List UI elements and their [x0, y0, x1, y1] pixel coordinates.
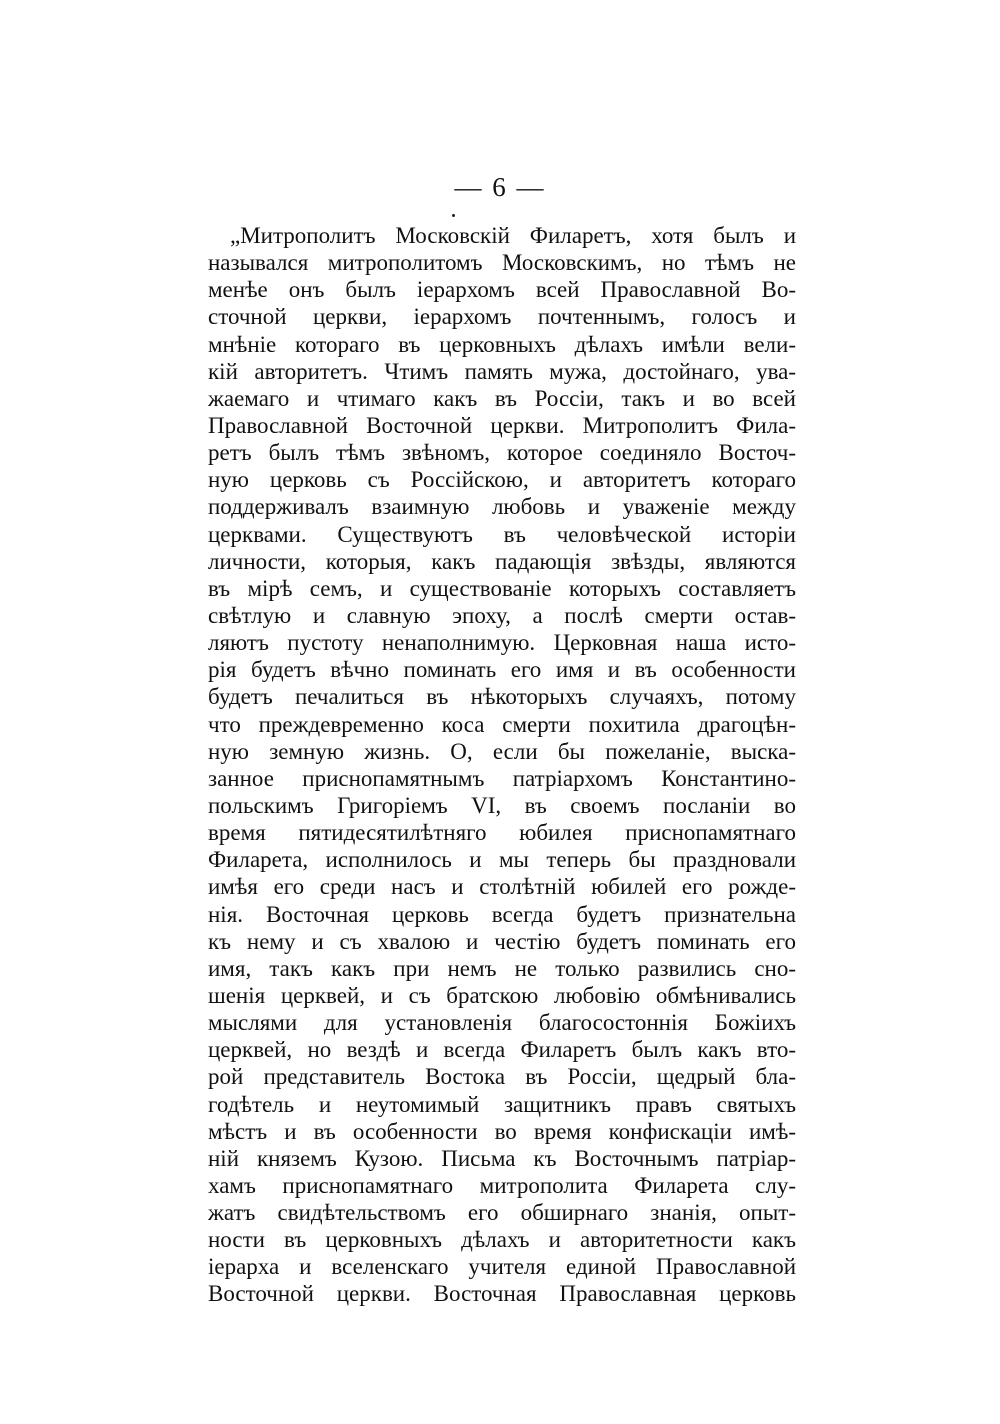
text-line: шенія церквей, и съ братскою любовію обмѣнивались [208, 982, 796, 1008]
text-line: менѣе онъ былъ іерархомъ всей Православной Во- [208, 277, 796, 303]
text-line: польскимъ Григоріемъ VI, въ своемъ посланіи во [208, 792, 796, 818]
text-line: Восточной церкви. Восточная Православная церковь [208, 1281, 796, 1307]
text-line: имѣя его среди насъ и столѣтній юбилей его рожде- [208, 874, 796, 900]
text-line: годѣтель и неутомимый защитникъ правъ святыхъ [208, 1091, 796, 1117]
text-line: личности, которыя, какъ падающія звѣзды, являются [208, 548, 796, 574]
text-line: жатъ свидѣтельствомъ его обширнаго знанія, опыт- [208, 1200, 796, 1226]
text-line: церквами. Существуютъ въ человѣческой исторіи [208, 521, 796, 547]
text-line: ную земную жизнь. О, если бы пожеланіе, выска- [208, 738, 796, 764]
text-line: сточной церкви, іерархомъ почтеннымъ, голосъ и [208, 304, 796, 330]
text-line: хамъ приснопамятнаго митрополита Филарета слу- [208, 1172, 796, 1198]
text-line: занное приснопамятнымъ патріархомъ Константино- [208, 765, 796, 791]
text-line: іерарха и вселенскаго учителя единой Православной [208, 1254, 796, 1280]
text-line: свѣтлую и славную эпоху, а послѣ смерти остав- [208, 602, 796, 628]
text-line: что преждевременно коса смерти похитила драгоцѣн- [208, 711, 796, 737]
text-line: кій авторитетъ. Чтимъ память мужа, достойнаго, ува- [208, 358, 796, 384]
text-line: ній княземъ Кузою. Письма къ Восточнымъ патріар- [208, 1145, 796, 1171]
page-number: — 6 — [454, 172, 546, 202]
text-line: мнѣніе котораго въ церковныхъ дѣлахъ имѣли вели- [208, 331, 796, 357]
text-line: Филарета, исполнилось и мы теперь бы праздновали [208, 847, 796, 873]
text-line: время пятидесятилѣтняго юбилея приснопамятнаго [208, 820, 796, 846]
body-text [208, 222, 796, 1308]
text-line: „Митрополитъ Московскій Филаретъ, хотя былъ и [230, 223, 796, 248]
text-line: мыслями для установленія благосостоннія Божіихъ [208, 1010, 796, 1036]
text-line: ную церковь съ Россійскою, и авторитетъ котораго [208, 467, 796, 493]
text-line: нія. Восточная церковь всегда будетъ признательна [208, 901, 796, 927]
text-line: имя, такъ какъ при немъ не только развились сно- [208, 955, 796, 981]
text-line: назывался митрополитомъ Московскимъ, но тѣмъ не [208, 250, 796, 276]
text-line: Православной Восточной церкви. Митрополитъ Фила- [208, 412, 796, 438]
text-line: ретъ былъ тѣмъ звѣномъ, которое соединяло Восточ- [208, 440, 796, 466]
text-line: рія будетъ вѣчно поминать его имя и въ особенности [208, 657, 796, 683]
text-line: въ мірѣ семъ, и существованіе которыхъ составляетъ [208, 575, 796, 601]
text-line: поддерживалъ взаимную любовь и уваженіе между [208, 494, 796, 520]
text-line: ности въ церковныхъ дѣлахъ и авторитетности какъ [208, 1227, 796, 1253]
text-line: ляютъ пустоту ненаполнимую. Церковная наша исто- [208, 630, 796, 656]
text-line: жаемаго и чтимаго какъ въ Россіи, такъ и во всей [208, 385, 796, 411]
text-line: будетъ печалиться въ нѣкоторыхъ случаяхъ, потому [208, 684, 796, 710]
text-line: рой представитель Востока въ Россіи, щедрый бла- [208, 1064, 796, 1090]
text-line: мѣстъ и въ особенности во время конфискаціи имѣ- [208, 1118, 796, 1144]
text-line: къ нему и съ хвалою и честію будетъ поминать его [208, 928, 796, 954]
ink-speck [452, 214, 455, 217]
text-line: церквей, но вездѣ и всегда Филаретъ былъ какъ вто- [208, 1037, 796, 1063]
